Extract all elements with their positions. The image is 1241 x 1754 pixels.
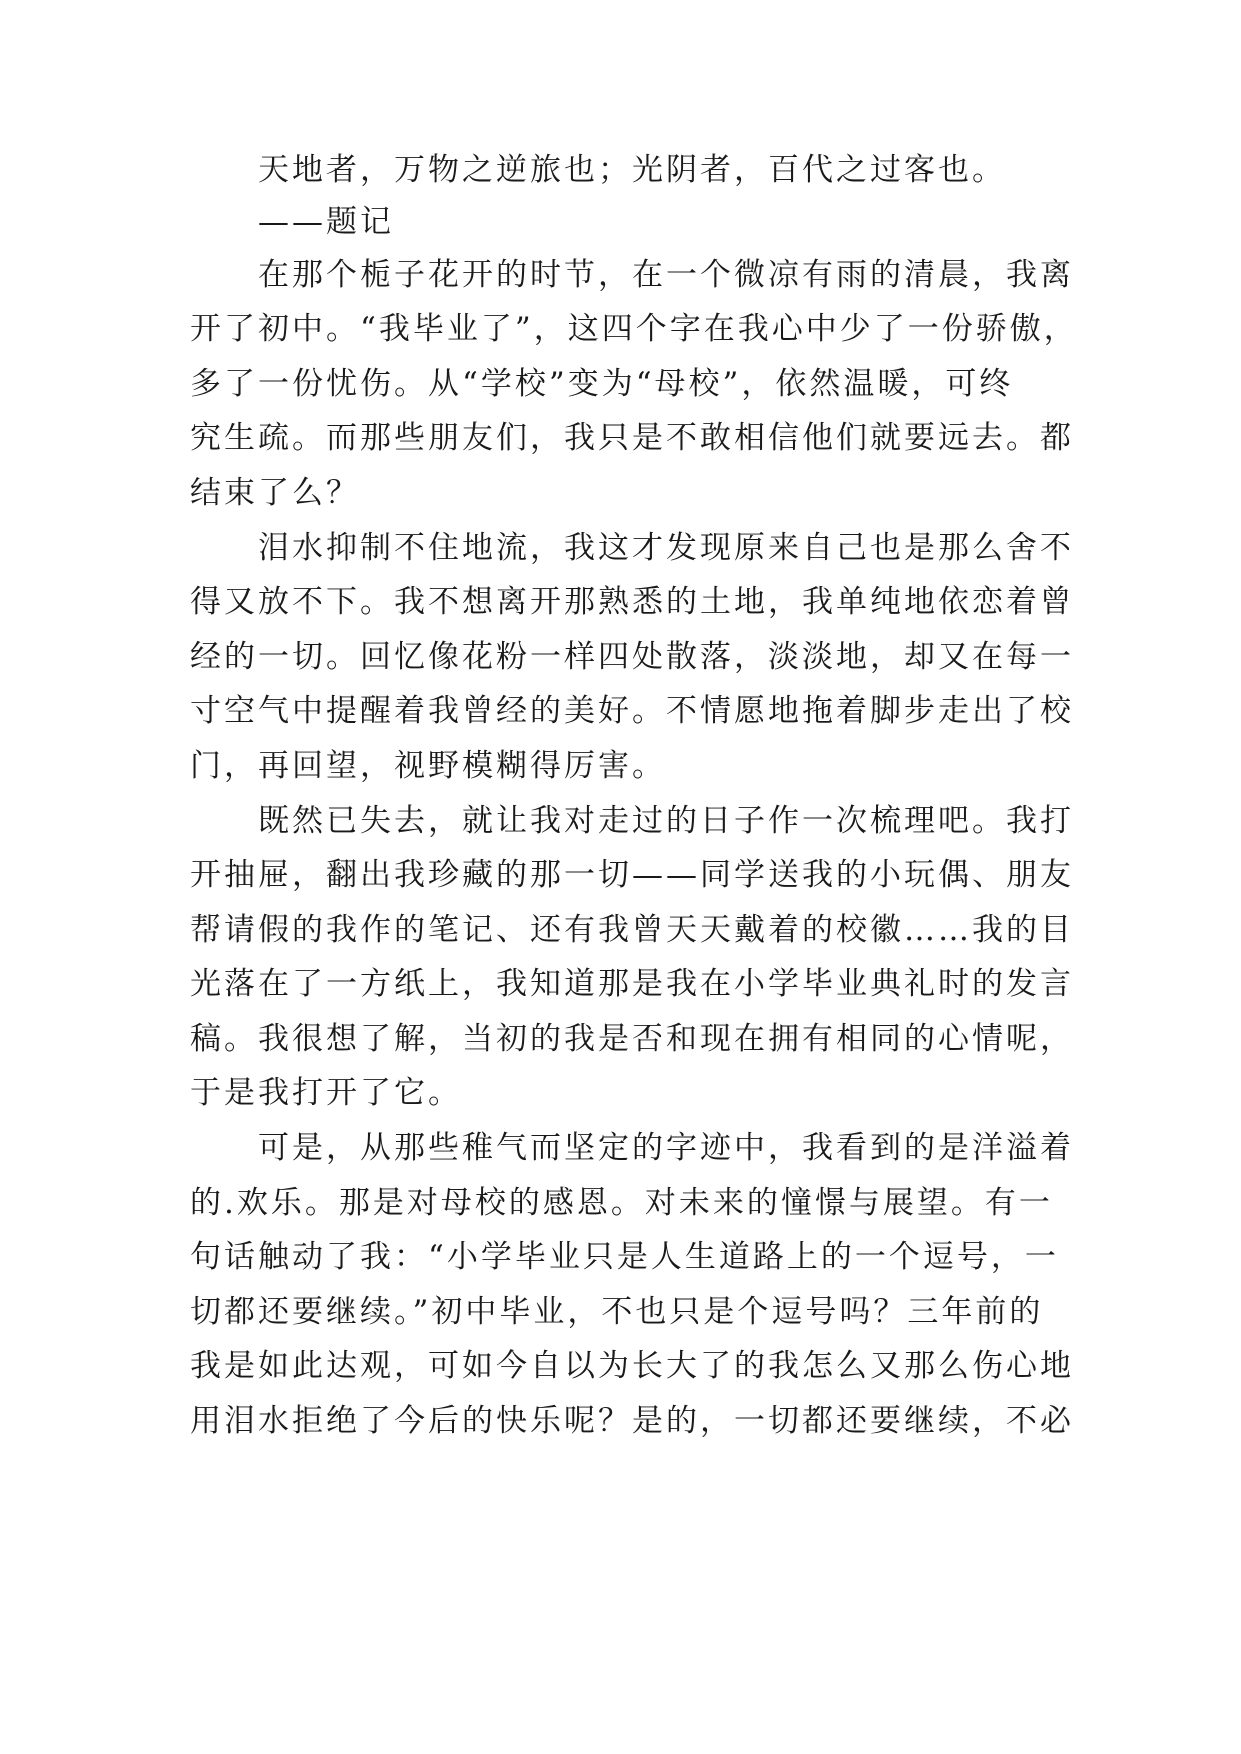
paragraph-4-line-4: 切都还要继续。”初中毕业，不也只是个逗号吗？三年前的	[190, 1294, 1044, 1330]
paragraph-4-line-6: 用泪水拒绝了今后的快乐呢？是的，一切都还要继续，不必	[190, 1403, 1074, 1439]
paragraph-3-line-1: 既然已失去，就让我对走过的日子作一次梳理吧。我打	[258, 803, 1074, 839]
paragraph-1-line-1: 在那个栀子花开的时节，在一个微凉有雨的清晨，我离	[258, 257, 1074, 293]
paragraph-3-line-5: 稿。我很想了解，当初的我是否和现在拥有相同的心情呢，	[190, 1021, 1074, 1057]
paragraph-4-line-1: 可是，从那些稚气而坚定的字迹中，我看到的是洋溢着	[258, 1130, 1074, 1166]
paragraph-3-line-3: 帮请假的我作的笔记、还有我曾天天戴着的校徽……我的目	[190, 912, 1074, 948]
paragraph-4-line-3: 句话触动了我：“小学毕业只是人生道路上的一个逗号，一	[190, 1239, 1059, 1275]
paragraph-3-line-2: 开抽屉，翻出我珍藏的那一切——同学送我的小玩偶、朋友	[190, 857, 1074, 893]
paragraph-4-line-5: 我是如此达观，可如今自以为长大了的我怎么又那么伤心地	[190, 1348, 1074, 1384]
paragraph-2-line-4: 寸空气中提醒着我曾经的美好。不情愿地拖着脚步走出了校	[190, 693, 1074, 729]
paragraph-1-line-5: 结束了么？	[190, 475, 360, 511]
paragraph-1-line-4: 究生疏。而那些朋友们，我只是不敢相信他们就要远去。都	[190, 420, 1074, 456]
paragraph-1-line-2: 开了初中。“我毕业了”，这四个字在我心中少了一份骄傲，	[190, 311, 1078, 347]
paragraph-3-line-4: 光落在了一方纸上，我知道那是我在小学毕业典礼时的发言	[190, 966, 1074, 1002]
paragraph-2-line-3: 经的一切。回忆像花粉一样四处散落，淡淡地，却又在每一	[190, 639, 1074, 675]
epigraph-signature: ——题记	[258, 204, 394, 240]
paragraph-2-line-5: 门，再回望，视野模糊得厉害。	[190, 748, 666, 784]
paragraph-2-line-1: 泪水抑制不住地流，我这才发现原来自己也是那么舍不	[258, 530, 1074, 566]
paragraph-2-line-2: 得又放不下。我不想离开那熟悉的土地，我单纯地依恋着曾	[190, 584, 1074, 620]
paragraph-4-line-2: 的.欢乐。那是对母校的感恩。对未来的憧憬与展望。有一	[190, 1185, 1053, 1221]
epigraph-text: 天地者，万物之逆旅也；光阴者，百代之过客也。	[258, 152, 1006, 188]
paragraph-3-line-6: 于是我打开了它。	[190, 1075, 462, 1111]
paragraph-1-line-3: 多了一份忧伤。从“学校”变为“母校”，依然温暖，可终	[190, 366, 1014, 402]
